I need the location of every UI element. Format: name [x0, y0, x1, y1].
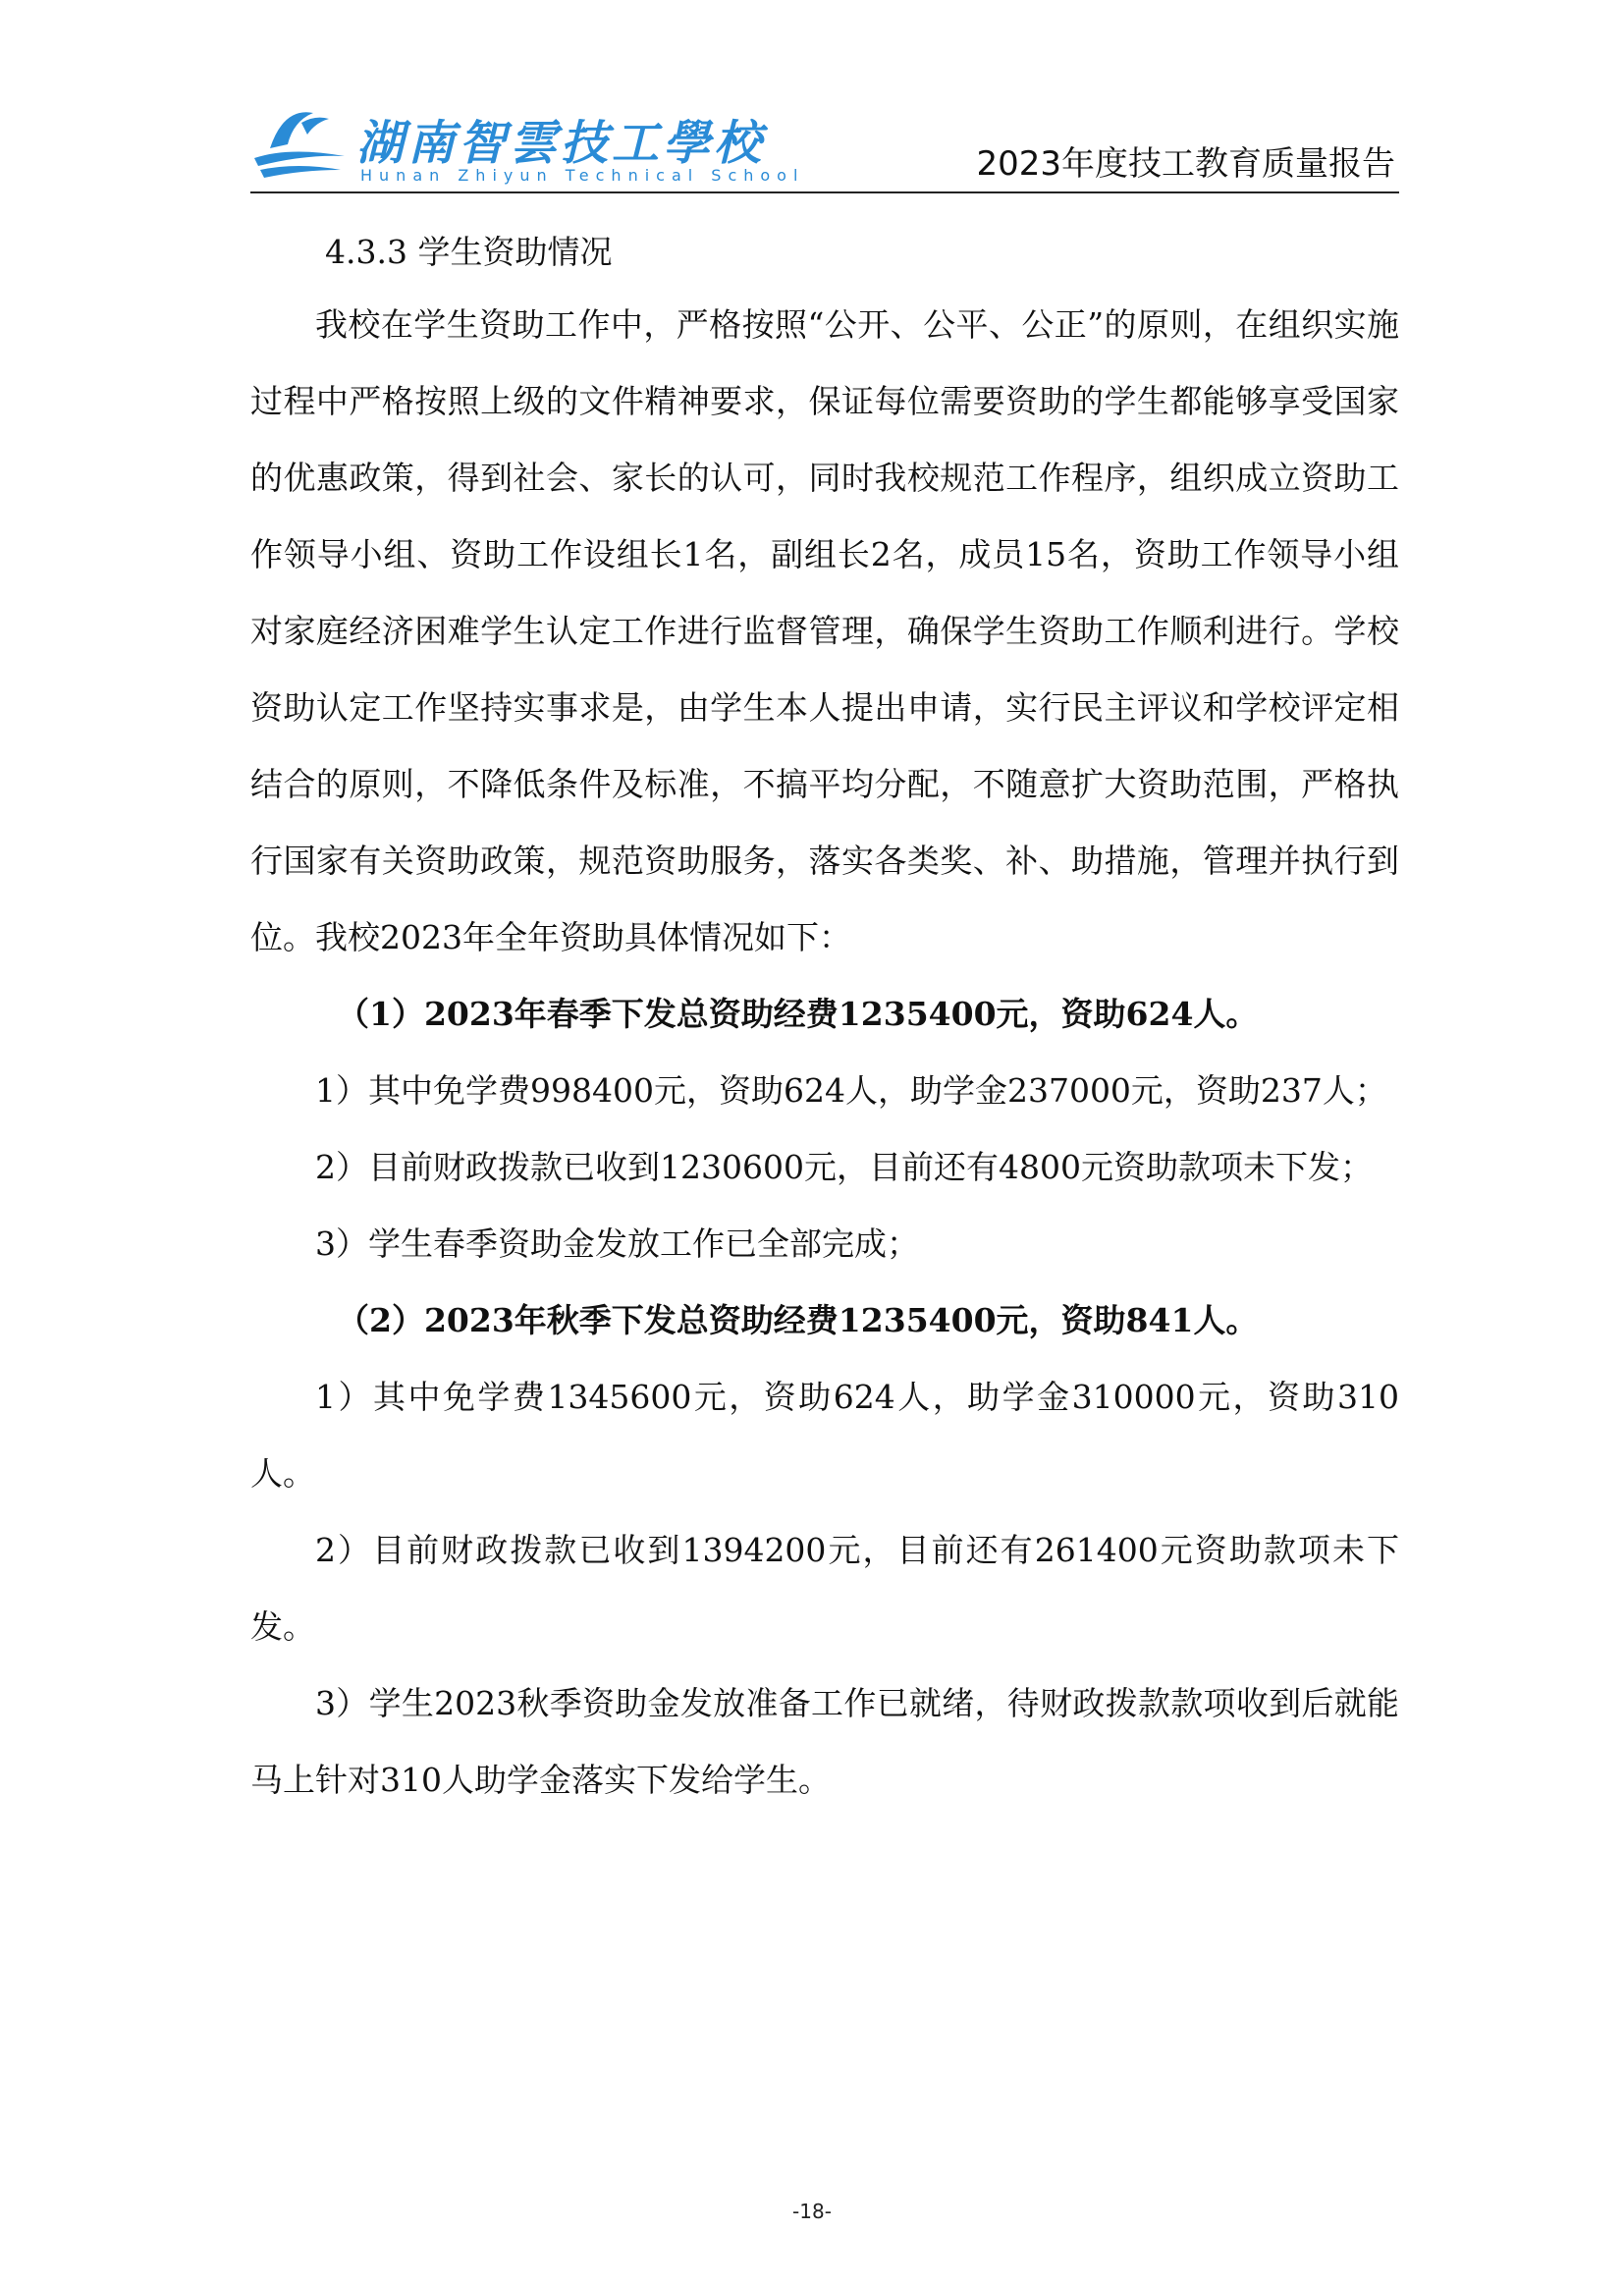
report-title: 2023年度技工教育质量报告: [976, 144, 1395, 184]
page-number: -18-: [792, 2200, 832, 2223]
logo-english-name: Hunan Zhiyun Technical School: [360, 166, 805, 185]
wave-logo-icon: [250, 101, 349, 180]
spring-summary: （1）2023年春季下发总资助经费1235400元，资助624人。: [337, 995, 1259, 1033]
autumn-item-3: 3）学生2023秋季资助金发放准备工作已就绪，待财政拨款款项收到后就能马上针对310人助学金落实下发给学生。: [250, 1684, 1399, 1799]
autumn-item-2: 2）目前财政拨款已收到1394200元，目前还有261400元资助款项未下发。: [250, 1531, 1399, 1646]
page-header: [250, 93, 1399, 193]
autumn-summary: （2）2023年秋季下发总资助经费1235400元，资助841人。: [337, 1301, 1259, 1339]
spring-item-2: 2）目前财政拨款已收到1230600元，目前还有4800元资助款项未下发；: [315, 1148, 1373, 1186]
intro-paragraph: 我校在学生资助工作中，严格按照“公开、公平、公正”的原则，在组织实施过程中严格按照上级的文件精神要求，保证每位需要资助的学生都能够享受国家的优惠政策，得到社会、家长的认可，同时我校规范工作程序，组织成立资助工作领导小组、资助工作设组长1名，副组长2名，成员15名，资助工作领导小组对家庭经济困难学生认定工作进行监督管理，确保学生资助工作顺利进行。学校资助认定工作坚持实事求是，由学生本人提出申请，实行民主评议和学校评定相结合的原则，不降低条件及标准，不搞平均分配，不随意扩大资助范围，严格执行国家有关资助政策，规范资助服务，落实各类奖、补、助措施，管理并执行到位。我校2023年全年资助具体情况如下：: [250, 305, 1399, 956]
logo-chinese-name: 湖南智雲技工學校: [356, 116, 766, 171]
section-heading: 4.3.3 学生资助情况: [325, 233, 613, 271]
page-content: [250, 206, 1399, 1819]
autumn-item-1: 1）其中免学费1345600元，资助624人，助学金310000元，资助310人。: [250, 1378, 1399, 1493]
spring-item-3: 3）学生春季资助金发放工作已全部完成；: [315, 1224, 919, 1263]
school-logo: [250, 101, 805, 190]
spring-item-1: 1）其中免学费998400元，资助624人，助学金237000元，资助237人；: [315, 1071, 1387, 1110]
